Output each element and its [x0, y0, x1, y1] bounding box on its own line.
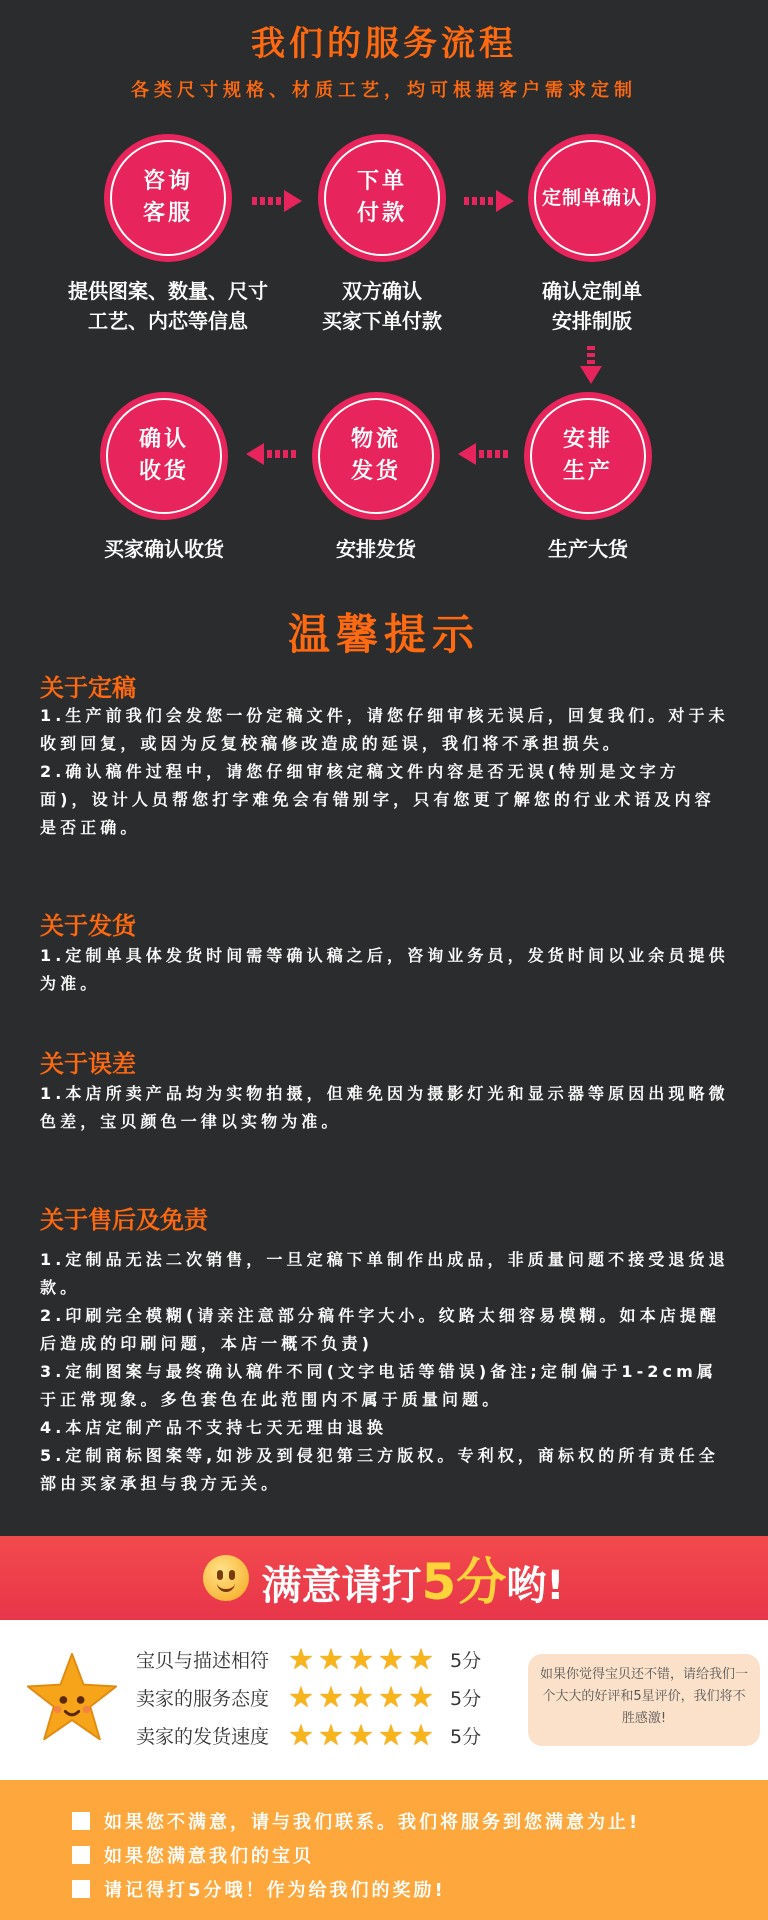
smiley-icon	[203, 1555, 249, 1601]
star-mascot-icon	[24, 1650, 120, 1746]
step-circle-label: 安排 生产	[562, 427, 613, 484]
square-bullet-icon	[72, 1812, 90, 1830]
footer-line	[72, 1842, 314, 1868]
banner-suffix: 哟!	[506, 1563, 565, 1609]
tip-item: 1.生产前我们会发您一份定稿文件，请您仔细审核无误后，回复我们。对于未收到回复，或因为反复校稿修改造成的延误，我们将不承担损失。	[40, 706, 729, 753]
review-request-bubble: 如果你觉得宝贝还不错，请给我们一个大大的好评和5星评价，我们将不胜感激!	[528, 1654, 760, 1746]
banner-score: 5分	[421, 1553, 507, 1611]
step-circle-label: 确认 收货	[138, 427, 189, 484]
arrow-right-icon	[464, 190, 514, 212]
tip-item: 5.定制商标图案等,如涉及到侵犯第三方版权。专利权，商标权的所有责任全部由买家承担与我方无关。	[40, 1446, 719, 1493]
step-circle-label: 物流 发货	[350, 427, 401, 484]
tip-item: 1.定制单具体发货时间需等确认稿之后，咨询业务员，发货时间以业余员提供为准。	[40, 946, 729, 993]
section-body-after-sales	[40, 1246, 730, 1498]
rating-row	[136, 1682, 481, 1712]
step-circle-label: 下单 付款	[356, 169, 407, 226]
rating-score: 5分	[450, 1725, 482, 1748]
rating-label: 宝贝与描述相符	[136, 1649, 270, 1672]
rating-banner-text	[261, 1542, 564, 1614]
arrow-left-icon	[246, 443, 296, 465]
footer-line-text: 如果您不满意，请与我们联系。我们将服务到您满意为止!	[104, 1812, 641, 1833]
rating-row	[136, 1644, 481, 1674]
process-subtitle: 各类尺寸规格、材质工艺，均可根据客户需求定制	[131, 80, 637, 101]
tip-item: 2.确认稿件过程中，请您仔细审核定稿文件内容是否无误(特别是文字方面)，设计人员帮您打字难免会有错别字，只有您更了解您的行业术语及内容是否正确。	[40, 762, 715, 837]
rating-row	[136, 1720, 481, 1750]
step-caption: 确认定制单 安排制版	[542, 279, 642, 333]
section-body-final-draft	[40, 702, 730, 842]
section-heading-shipping: 关于发货	[40, 912, 136, 940]
tip-item: 1.定制品无法二次销售，一旦定稿下单制作出成品，非质量问题不接受退货退款。	[40, 1250, 729, 1297]
square-bullet-icon	[72, 1880, 90, 1898]
footer-panel	[0, 1780, 768, 1920]
section-heading-final-draft: 关于定稿	[40, 674, 136, 702]
section-heading-error: 关于误差	[40, 1050, 136, 1078]
section-body-error	[40, 1080, 730, 1136]
footer-line	[72, 1808, 640, 1834]
step-caption: 提供图案、数量、尺寸 工艺、内芯等信息	[68, 279, 268, 333]
tip-item: 2.印刷完全模糊(请亲注意部分稿件字大小。纹路太细容易模糊。如本店提醒后造成的印刷问题，本店一概不负责)	[40, 1306, 721, 1353]
rating-banner	[0, 1536, 768, 1620]
footer-line	[72, 1876, 446, 1902]
tip-item: 3.定制图案与最终确认稿件不同(文字电话等错误)备注;定制偏于1-2cm属于正常现象。多色套色在此范围内不属于质量问题。	[40, 1362, 717, 1409]
tip-item: 1.本店所卖产品均为实物拍摄，但难免因为摄影灯光和显示器等原因出现略微色差，宝贝颜色一律以实物为准。	[40, 1084, 729, 1131]
footer-line-text: 如果您满意我们的宝贝	[104, 1846, 314, 1867]
five-stars-icon: ★ ★ ★ ★ ★	[288, 1680, 434, 1714]
five-stars-icon: ★ ★ ★ ★ ★	[288, 1718, 434, 1752]
rating-panel	[0, 1620, 768, 1780]
step-caption: 安排发货	[336, 537, 416, 561]
step-caption: 生产大货	[548, 537, 628, 561]
process-title: 我们的服务流程	[251, 24, 517, 64]
step-circle-order	[318, 134, 446, 262]
step-circle-produce	[524, 392, 652, 520]
arrow-down-icon	[580, 346, 602, 384]
footer-line-text: 请记得打5分哦！作为给我们的奖励!	[104, 1880, 446, 1901]
section-body-shipping	[40, 942, 730, 998]
section-heading-after-sales: 关于售后及免责	[40, 1206, 208, 1234]
step-caption: 买家确认收货	[104, 537, 224, 561]
step-circle-label: 定制单确认	[541, 187, 642, 209]
rating-label: 卖家的发货速度	[136, 1725, 270, 1748]
step-circle-confirm-order	[528, 134, 656, 262]
step-circle-consult	[104, 134, 232, 262]
step-circle-receive	[100, 392, 228, 520]
tip-item: 4.本店定制产品不支持七天无理由退换	[40, 1418, 388, 1437]
step-caption: 双方确认 买家下单付款	[322, 279, 442, 333]
arrow-left-icon	[458, 443, 508, 465]
step-circle-shipping	[312, 392, 440, 520]
rating-score: 5分	[450, 1687, 482, 1710]
step-circle-label: 咨询 客服	[142, 169, 193, 226]
square-bullet-icon	[72, 1846, 90, 1864]
banner-prefix: 满意请打	[261, 1563, 422, 1609]
rating-score: 5分	[450, 1649, 482, 1672]
tips-title: 温馨提示	[287, 610, 480, 659]
five-stars-icon: ★ ★ ★ ★ ★	[288, 1642, 434, 1676]
rating-label: 卖家的服务态度	[136, 1687, 270, 1710]
arrow-right-icon	[252, 190, 302, 212]
